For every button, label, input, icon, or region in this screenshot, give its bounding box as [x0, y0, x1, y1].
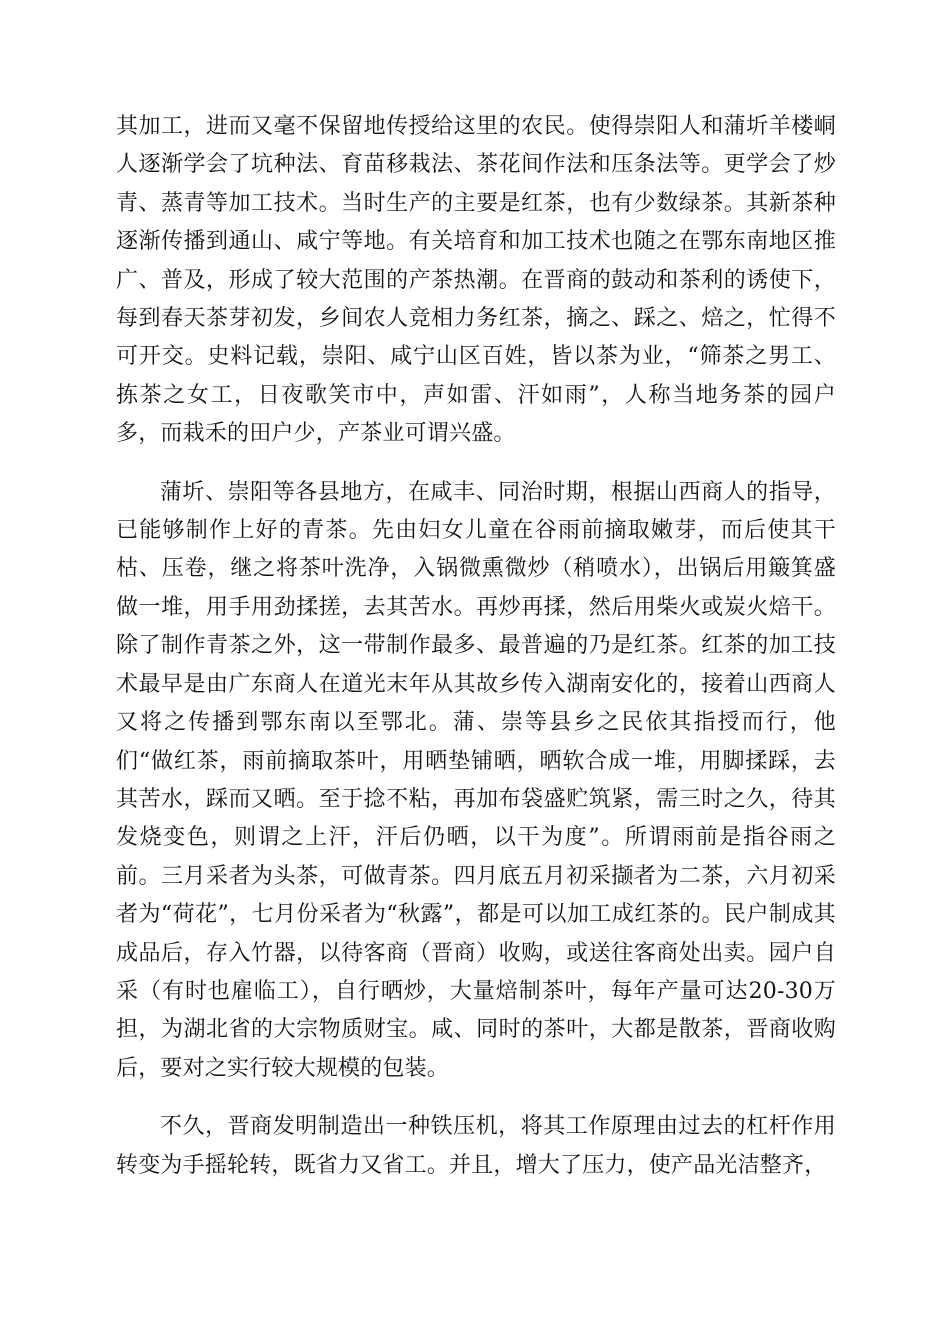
document-page — [116, 108, 836, 1185]
paragraph-2: 蒲圻、崇阳等各县地方，在咸丰、同治时期，根据山西商人的指导，已能够制作上好的青茶。先由妇女儿童在谷雨前摘取嫩芽，而后使其干枯、压卷，继之将茶叶洗净，入锅微熏微炒（稍喷水），出锅后用簸箕盛做一堆，用手用劲揉搓，去其苦水。再炒再揉，然后用柴火或炭火焙干。除了制作青茶之外，这一带制作最多、最普遍的乃是红茶。红茶的加工技术最早是由广东商人在道光末年从其故乡传入湖南安化的，接着山西商人又将之传播到鄂东南以至鄂北。蒲、崇等县乡之民依其指授而行，他们“做红茶，雨前摘取茶叶，用晒垫铺晒，晒软合成一堆，用脚揉踩，去其苦水，踩而又晒。至于捻不粘，再加布袋盛贮筑紧，需三时之久，待其发烧变色，则谓之上汗，汗后仍晒，以干为度”。所谓雨前是指谷雨之前。三月采者为头茶，可做青茶。四月底五月初采撷者为二茶，六月初采者为“荷花”，七月份采者为“秋露”，都是可以加工成红茶的。民户制成其成品后，存入竹器，以待客商（晋商）收购，或送往客商处出卖。园户自采（有时也雇临工），自行晒炒，大量焙制茶叶，每年产量可达20-30万担，为湖北省的大宗物质财宝。咸、同时的茶叶，大都是散茶，晋商收购后，要对之实行较大规模的包装。 — [116, 479, 836, 1081]
paragraph-3: 不久，晋商发明制造出一种铁压机，将其工作原理由过去的杠杆作用转变为手摇轮转，既省力又省工。并且，增大了压力，使产品光洁整齐， — [116, 1114, 836, 1178]
paragraph-1: 其加工，进而又毫不保留地传授给这里的农民。使得崇阳人和蒲圻羊楼峒人逐渐学会了坑种法、育苗移栽法、茶花间作法和压条法等。更学会了炒青、蒸青等加工技术。当时生产的主要是红茶，也有少数绿茶。其新茶种逐渐传播到通山、咸宁等地。有关培育和加工技术也随之在鄂东南地区推广、普及，形成了较大范围的产茶热潮。在晋商的鼓动和茶利的诱使下，每到春天茶芽初发，乡间农人竞相力务红茶，摘之、踩之、焙之，忙得不可开交。史料记载，崇阳、咸宁山区百姓，皆以茶为业，“筛茶之男工、拣茶之女工，日夜歌笑市中，声如雷、汗如雨”，人称当地务茶的园户多，而栽禾的田户少，产茶业可谓兴盛。 — [116, 114, 836, 447]
